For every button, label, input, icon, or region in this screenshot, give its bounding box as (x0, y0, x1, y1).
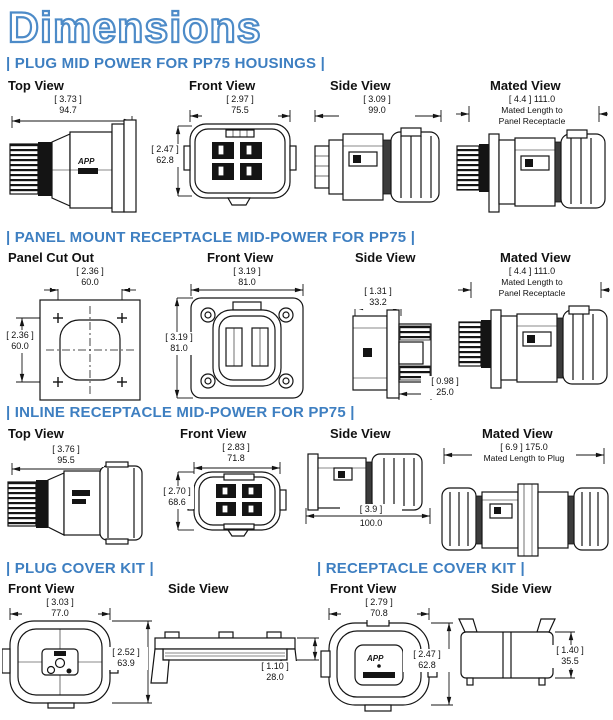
dim-width: [ 2.79 ] 70.8 (341, 597, 417, 620)
dim-width: [ 3.73 ] 94.7 (30, 94, 106, 117)
view-inline-side (300, 426, 442, 558)
view-label: Panel Cut Out (8, 250, 94, 265)
dim-width: [ 1.31 ] 33.2 (341, 286, 415, 309)
view-label: Side View (168, 581, 229, 596)
page-title-text: Dimensions (8, 4, 262, 52)
dim-height: [ 2.70 ] 68.6 (160, 486, 194, 509)
view-label: Side View (330, 78, 391, 93)
dim-mated-length: [ 6.9 ] 175.0 Mated Length to Plug (472, 442, 576, 464)
dim-depth: [ 0.98 ] 25.0 (421, 376, 469, 399)
dim-width-mm: 100.0 (340, 518, 402, 529)
section-header-inline: | INLINE RECEPTACLE MID-POWER FOR PP75 | (6, 404, 355, 421)
plug-cover-side-drawing (145, 597, 320, 720)
dim-height: [ 3.19 ] 81.0 (163, 332, 195, 355)
section-header-plug-mid-power: | PLUG MID POWER FOR PP75 HOUSINGS | (6, 55, 325, 72)
dim-width: [ 3.03 ] 77.0 (22, 597, 98, 620)
dim-width: [ 2.97 ] 75.5 (202, 94, 278, 117)
view-receptacle-front (163, 250, 315, 402)
view-label: Mated View (490, 78, 561, 93)
dim-height: [ 2.47 ] 62.8 (148, 144, 182, 167)
inline-side-drawing (300, 442, 442, 558)
dim-height: [ 2.36 ] 60.0 (2, 330, 38, 353)
view-plug-cover-front (2, 581, 157, 720)
dim-height: [ 1.40 ] 35.5 (545, 645, 595, 668)
dim-width: [ 2.83 ] 71.8 (200, 442, 272, 465)
view-receptacle-side (325, 250, 470, 402)
dim-height: [ 1.10 ] 28.0 (249, 661, 301, 684)
view-label: Mated View (482, 426, 553, 441)
view-plug-top (2, 78, 147, 225)
view-inline-top (2, 426, 154, 558)
view-inline-front (160, 426, 308, 558)
dim-mated-length: [ 4.4 ] 111.0 Mated Length to Panel Receptacle (477, 266, 587, 299)
view-label: Side View (491, 581, 552, 596)
part-logo-text: APP (78, 157, 95, 166)
view-label: Front View (207, 250, 274, 265)
dim-width: [ 3.76 ] 95.5 (28, 444, 104, 467)
part-logo-text: APP (367, 654, 384, 663)
view-receptacle-cover-side (455, 581, 610, 720)
section-header-plug-cover: | PLUG COVER KIT | (6, 560, 154, 577)
view-plug-front (148, 78, 303, 225)
view-label: Side View (355, 250, 416, 265)
view-panel-cutout (2, 250, 154, 402)
view-label: Mated View (500, 250, 571, 265)
dim-width: [ 3.09 ] 99.0 (339, 94, 415, 117)
view-label: Front View (189, 78, 256, 93)
section-header-receptacle-cover: | RECEPTACLE COVER KIT | (317, 560, 525, 577)
view-inline-mated (438, 426, 610, 558)
view-plug-cover-side (145, 581, 320, 720)
view-label: Top View (8, 78, 64, 93)
view-label: Front View (330, 581, 397, 596)
dim-width: [ 3.19 ] 81.0 (209, 266, 285, 289)
page-title (6, 2, 336, 54)
view-label: Front View (8, 581, 75, 596)
view-label: Side View (330, 426, 391, 441)
view-plug-mated (453, 78, 611, 225)
section-header-panel-mount: | PANEL MOUNT RECEPTACLE MID-POWER FOR PP75 | (6, 229, 416, 246)
dim-width: [ 2.36 ] 60.0 (52, 266, 128, 289)
dim-height: [ 2.52 ] 63.9 (104, 647, 148, 670)
dim-height: [ 2.47 ] 62.8 (403, 649, 451, 672)
view-plug-side (303, 78, 453, 225)
view-receptacle-mated (455, 250, 611, 402)
view-label: Front View (180, 426, 247, 441)
dim-width-inch: [ 3.9 ] (340, 504, 402, 515)
view-receptacle-cover-front (315, 581, 470, 720)
view-label: Top View (8, 426, 64, 441)
dim-mated-length: [ 4.4 ] 111.0 Mated Length to Panel Receptacle (477, 94, 587, 127)
